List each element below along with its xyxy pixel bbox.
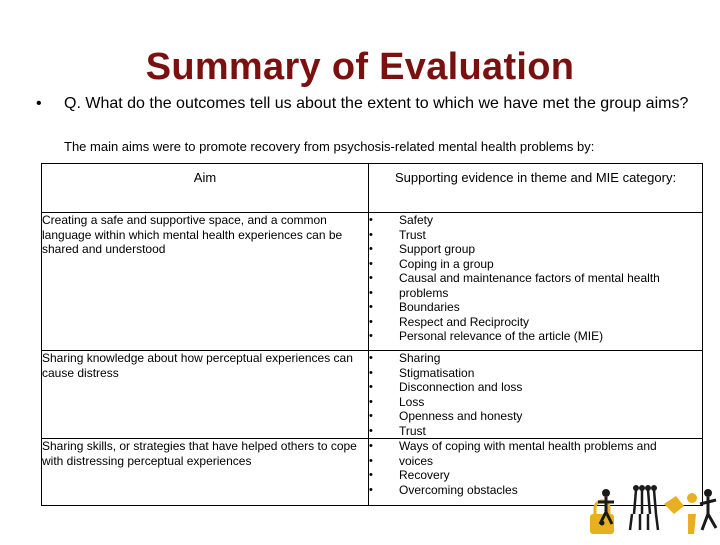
evidence-item-text: Causal and maintenance factors of mental health <box>399 271 660 285</box>
evidence-item-text: problems <box>399 285 449 300</box>
bullet-icon: • <box>369 483 373 496</box>
list-item <box>369 242 702 257</box>
evidence-item-text: Boundaries <box>399 300 460 314</box>
list-item <box>369 454 702 469</box>
evidence-item-text: Trust <box>399 423 426 438</box>
bullet-icon: • <box>369 214 373 226</box>
evidence-item-text: Respect and Reciprocity <box>399 314 530 329</box>
figure-head-2 <box>704 489 712 497</box>
bullet-icon: • <box>369 424 373 437</box>
list-item <box>369 395 702 410</box>
list-item <box>369 439 702 454</box>
list-item <box>369 424 702 439</box>
evidence-item-text: Personal relevance of the article (MIE) <box>399 329 604 343</box>
bullet-icon: • <box>369 243 373 255</box>
bullet-icon: • <box>369 257 373 270</box>
column-header-evidence: Supporting evidence in theme and MIE category: <box>369 164 703 213</box>
aim-cell <box>42 213 369 351</box>
evidence-item-text: Support group <box>399 242 476 256</box>
list-item <box>369 271 702 286</box>
bullet-icon: • <box>36 95 42 112</box>
bullet-icon: • <box>369 440 373 452</box>
evidence-cell <box>369 351 703 439</box>
evidence-item-text: Stigmatisation <box>399 365 475 380</box>
table-row <box>42 351 703 439</box>
evidence-item-text: Openness and honesty <box>399 409 523 423</box>
list-item <box>369 366 702 381</box>
evidence-item-text: Loss <box>399 394 425 409</box>
intro-text: The main aims were to promote recovery from psychosis-related mental health problems by: <box>64 139 595 154</box>
evidence-item-text: Ways of coping with mental health problems and <box>399 439 657 453</box>
figure-head <box>602 489 610 497</box>
list-item <box>369 380 702 395</box>
bullet-icon: • <box>369 454 373 467</box>
bullet-icon: • <box>369 410 373 422</box>
gold-bar <box>688 514 696 534</box>
list-item <box>369 257 702 272</box>
bullet-icon: • <box>369 315 373 328</box>
evidence-item-text: Trust <box>399 227 426 242</box>
people-group <box>630 490 658 530</box>
bullet-icon: • <box>369 286 373 299</box>
people-group-logo-icon <box>584 484 720 540</box>
question-text: Q. What do the outcomes tell us about the extent to which we have met the group aims? <box>64 95 689 112</box>
list-item <box>369 286 702 301</box>
column-header-aim: Aim <box>42 164 369 213</box>
bullet-icon: • <box>369 366 373 379</box>
list-item <box>369 213 702 228</box>
aim-cell <box>42 351 369 439</box>
list-item <box>369 300 702 315</box>
table-header-row <box>42 164 703 213</box>
bullet-icon: • <box>369 228 373 241</box>
evidence-item-text: Overcoming obstacles <box>399 482 518 497</box>
people-group-logo-svg <box>584 484 720 540</box>
aim-text: Sharing knowledge about how perceptual experiences can cause distress <box>42 351 353 380</box>
page-title: Summary of Evaluation <box>145 46 575 88</box>
question-text-block <box>36 95 696 113</box>
bullet-icon: • <box>369 469 373 481</box>
table-row <box>42 213 703 351</box>
gold-shape <box>664 496 684 514</box>
evidence-item-text: Disconnection and loss <box>399 380 523 394</box>
bullet-icon: • <box>369 330 373 342</box>
gold-dot <box>687 493 697 503</box>
bullet-icon: • <box>369 381 373 393</box>
evidence-item-text: Coping in a group <box>399 256 494 271</box>
list-item <box>369 409 702 424</box>
list-item <box>369 468 702 483</box>
aim-cell <box>42 439 369 506</box>
list-item <box>369 351 702 366</box>
aim-text: Sharing skills, or strategies that have helped others to cope with distressing perceptual experiences <box>42 439 357 468</box>
bullet-icon: • <box>369 272 373 284</box>
evidence-cell <box>369 213 703 351</box>
list-item <box>369 315 702 330</box>
evidence-item-text: Safety <box>399 213 434 227</box>
list-item <box>369 228 702 243</box>
evaluation-table <box>41 163 703 506</box>
evidence-item-text: voices <box>399 453 434 468</box>
aim-text: Creating a safe and supportive space, and a common language within which mental health experiences can be shared and understood <box>42 213 343 256</box>
bullet-icon: • <box>369 301 373 313</box>
bullet-icon: • <box>369 395 373 408</box>
evidence-list <box>369 351 702 438</box>
evidence-item-text: Recovery <box>399 468 450 482</box>
bullet-icon: • <box>369 352 373 364</box>
evidence-item-text: Sharing <box>399 351 441 365</box>
list-item <box>369 329 702 344</box>
figure-body-2 <box>700 497 716 530</box>
evidence-list <box>369 213 702 344</box>
